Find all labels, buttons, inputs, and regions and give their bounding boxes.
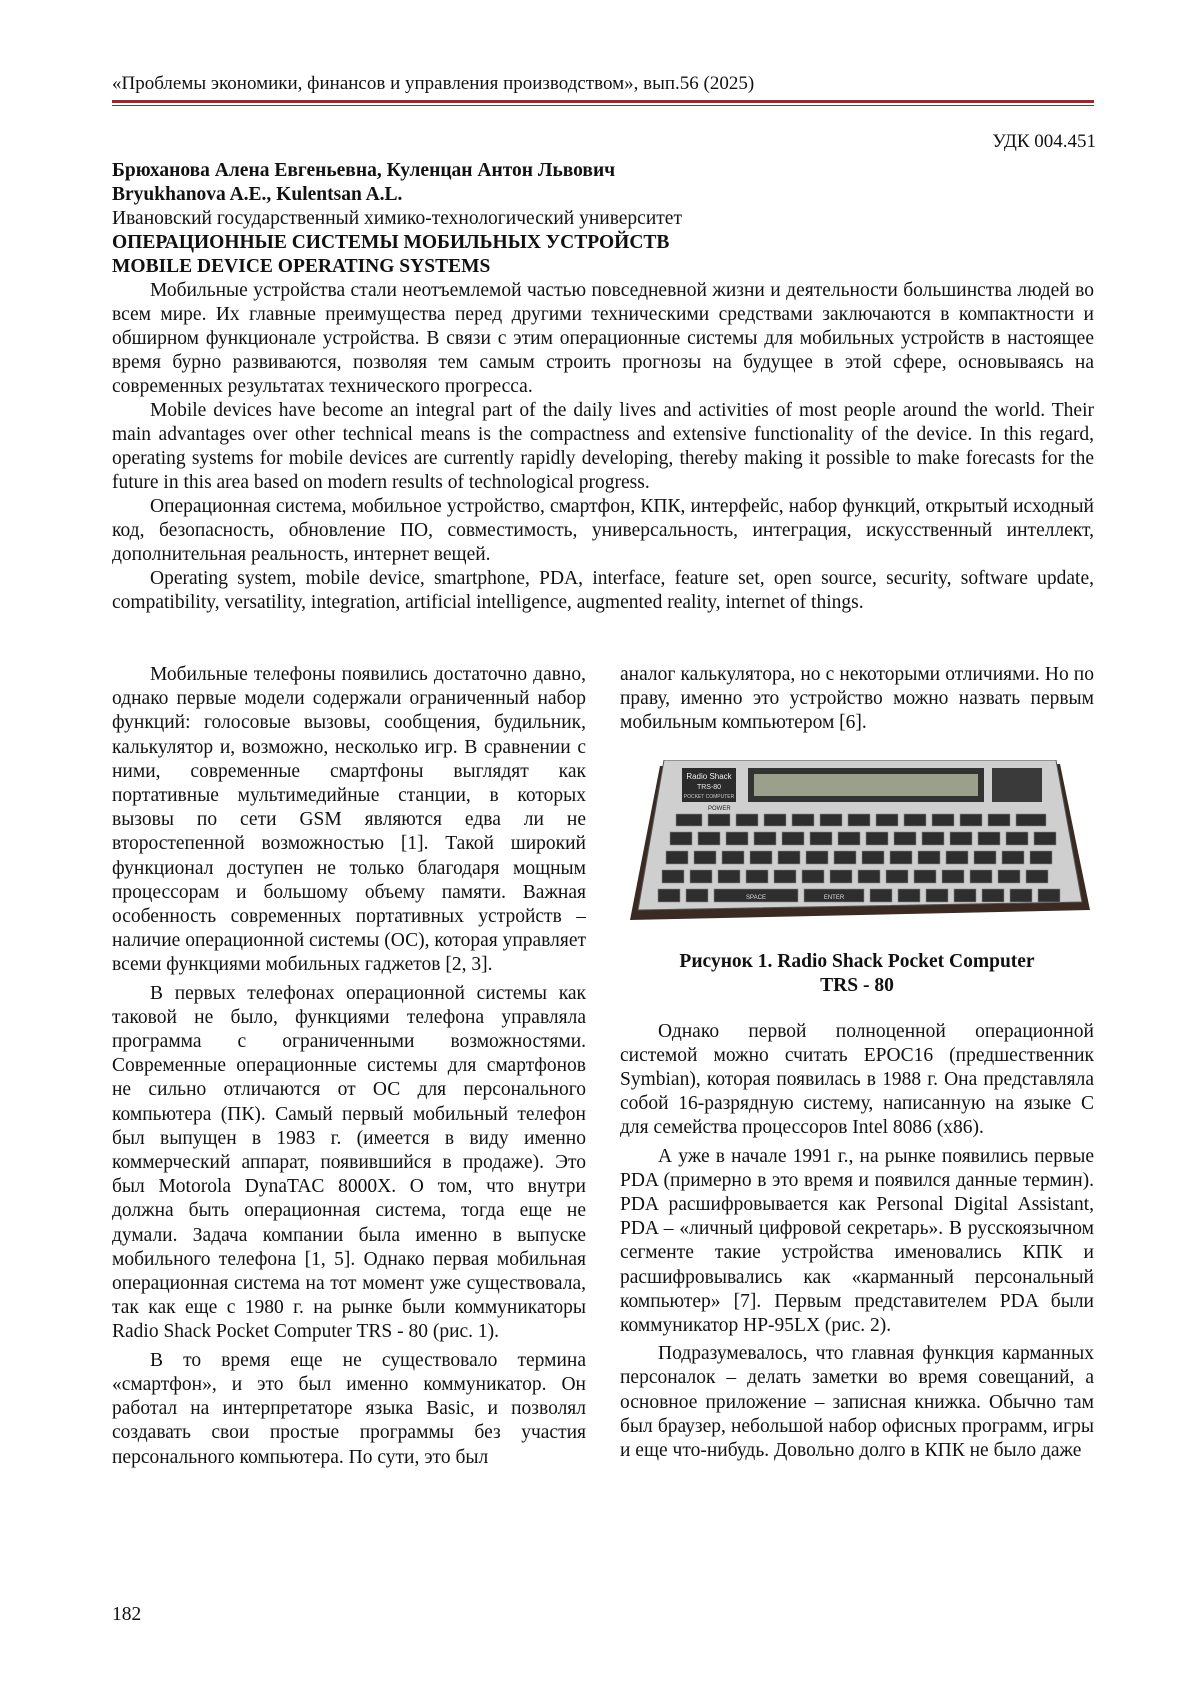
figure-trs80 xyxy=(620,760,1094,940)
figure-caption xyxy=(620,950,1094,998)
body-paragraph: Подразумевалось, что главная функция карманных персоналок – делать заметки во время совещаний, а основное приложение – записная книжка. Обычно там был браузер, небольшой набор офисных программ, игры и еще что-нибудь. Довольно долго в КПК не было даже xyxy=(620,1343,1094,1462)
device-brand: Radio Shack xyxy=(686,771,732,781)
page-number: 182 xyxy=(112,1604,142,1625)
figure-caption-line2: TRS - 80 xyxy=(820,974,894,996)
body-right-column xyxy=(620,663,1094,1467)
body-paragraph: В первых телефонах операционной системы как таковой не было, функциями телефона управляла программа с ограниченными возможностями. Современные операционные системы для смартфонов не сильно отличаются от ОС для персонального компьютера (ПК). Самый первый мобильный телефон был выпущен в 1983 г. (имеется в виду именно коммерческий аппарат, появившийся в продаже). Это был Motorola DynaTAC 8000X. О том, что внутри должна быть операционная система, тогда еще не думали. Задача компании была именно в выпуске мобильного телефона [1, 5]. Однако первая мобильная операционная система на тот момент уже существовала, так как еще с 1980 г. на рынке были коммуникаторы Radio Shack Pocket Computer TRS - 80 (рис. 1). xyxy=(112,982,586,1343)
device-right-panel xyxy=(992,768,1042,802)
device-screen xyxy=(754,774,978,796)
abstract-en: Mobile devices have become an integral part of the daily lives and activities of most people around the world. Their main advantages over other technical means is the compactness and extensive functionality of the device. In this regard, operating systems for mobile devices are currently rapidly developing, thereby making it possible to make forecasts for the future in this area based on modern results of technological progress. xyxy=(112,400,1094,493)
keywords-ru: Операционная система, мобильное устройство, смартфон, КПК, интерфейс, набор функций, открытый исходный код, безопасность, обновление ПО, совместимость, универсальность, интеграция, искусственный интеллект, дополнительная реальность, интернет вещей. xyxy=(112,496,1094,565)
device-model: TRS-80 xyxy=(696,783,722,791)
front-matter xyxy=(112,159,1094,615)
power-label: POWER xyxy=(708,805,731,812)
body-paragraph: Однако первой полноценной операционной системой можно считать EPOC16 (предшественник Symbian), которая появилась в 1988 г. Она представляла собой 16-разрядную систему, написанную на языке С для семейства процессоров Intel 8086 (x86). xyxy=(620,1020,1094,1139)
figure-caption-line1: Рисунок 1. Radio Shack Pocket Computer xyxy=(679,950,1035,972)
body-paragraph: Мобильные телефоны появились достаточно давно, однако первые модели содержали ограниченный набор функций: голосовые вызовы, сообщения, будильник, калькулятор и, возможно, несколько игр. В сравнении с ними, современные смартфоны выглядят как портативные мультимедийные станции, в которых вызовы по сети GSM являются едва ли не второстепенной возможностью [1]. Такой широкий функционал доступен не только благодаря мощным процессорам и большому объему памяти. Важная особенность современных портативных устройств – наличие операционной системы (ОС), которая управляет всеми функциями мобильных гаджетов [2, 3]. xyxy=(112,664,586,976)
title-ru: ОПЕРАЦИОННЫЕ СИСТЕМЫ МОБИЛЬНЫХ УСТРОЙСТВ xyxy=(112,232,670,253)
title-en: MOBILE DEVICE OPERATING SYSTEMS xyxy=(112,256,491,277)
device-sub: POCKET COMPUTER xyxy=(683,793,735,800)
abstract-ru: Мобильные устройства стали неотъемлемой частью повседневной жизни и деятельности большинства людей во всем мире. Их главные преимущества перед другими техническими средствами заключаются в компактности и обширном функционале устройства. В связи с этим операционные системы для мобильных устройств в настоящее время бурно развиваются, позволяя тем самым строить прогнозы на будущее в этой сфере, основываясь на современных результатах технического прогресса. xyxy=(112,280,1094,397)
authors-en: Bryukhanova A.E., Kulentsan A.L. xyxy=(112,184,403,205)
body-paragraph: В то время еще не существовало термина «смартфон», и это был именно коммуникатор. Он работал на интерпретаторе языка Basic, и позволял создавать свои простые программы без участия персонального компьютера. По сути, это был xyxy=(112,1349,586,1468)
header-rule-thin xyxy=(112,105,1094,106)
udk-code: УДК 004.451 xyxy=(992,131,1096,152)
body-left-column xyxy=(112,663,586,1474)
enter-key-label: ENTER xyxy=(823,894,845,901)
header-rule-thick xyxy=(112,100,1094,103)
keywords-en: Operating system, mobile device, smartphone, PDA, interface, feature set, open source, security, software update, compatibility, versatility, integration, artificial intelligence, augmented reality, internet of things. xyxy=(112,568,1094,613)
body-paragraph: аналог калькулятора, но с некоторыми отличиями. Но по праву, именно это устройство можно назвать первым мобильным компьютером [6]. xyxy=(620,664,1094,734)
body-paragraph: А уже в начале 1991 г., на рынке появились первые PDA (примерно в это время и появился данные термин). PDA расшифровывается как Personal Digital Assistant, PDA – «личный цифровой секретарь». В русскоязычном сегменте такие устройства именовались КПК и расшифровывались как «карманный персональный компьютер» [7]. Первым представителем PDA были коммуникатор HP-95LX (рис. 2). xyxy=(620,1145,1094,1337)
affiliation: Ивановский государственный химико-технологический университет xyxy=(112,208,682,229)
space-key-label: SPACE xyxy=(746,894,766,901)
pocket-computer-illustration xyxy=(620,760,1094,940)
authors-ru: Брюханова Алена Евгеньевна, Куленцан Антон Львович xyxy=(112,160,616,181)
running-head: «Проблемы экономики, финансов и управления производством», вып.56 (2025) xyxy=(112,73,755,94)
